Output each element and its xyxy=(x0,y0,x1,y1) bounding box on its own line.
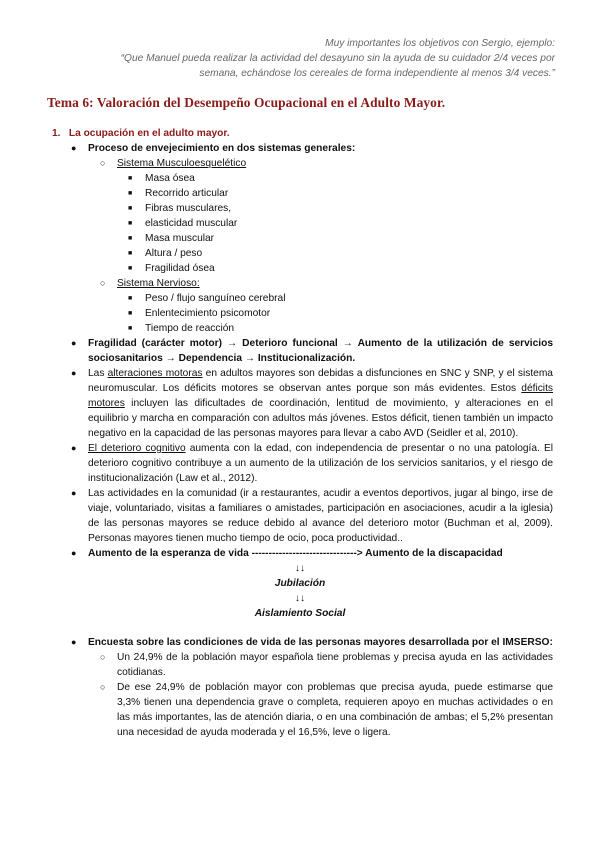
item-text-underlined: El deterioro cognitivo xyxy=(88,443,186,454)
bullet-disc-icon: ● xyxy=(71,488,77,498)
list-item xyxy=(47,635,553,650)
item-text: elasticidad muscular xyxy=(145,218,238,229)
item-text: Tiempo de reacción xyxy=(145,323,235,334)
item-text: De ese 24,9% de población mayor con problemas que precisa ayuda, puede estimarse que 3,3% tienen una dependencia grave o completa, requieren apoyo en muchas actividades o en las más importantes, las de atención diaria, o en una combinación de ambas; el 5,2% presentan una necesidad de ayuda moderada y el 16,5%, leve o ligera. xyxy=(117,682,553,738)
bullet-disc-icon: ● xyxy=(71,637,77,647)
sub-list-item xyxy=(47,231,553,246)
item-text: Las xyxy=(88,368,108,379)
margin-note xyxy=(35,36,555,81)
note-line: Muy importantes los objetivos con Sergio, ejemplo: xyxy=(325,38,555,49)
list-item xyxy=(47,650,553,680)
section-heading xyxy=(52,126,553,141)
item-text: Un 24,9% de la población mayor española tiene problemas y precisa ayuda en las actividades cotidianas. xyxy=(117,652,553,678)
item-text: incluyen las dificultades de coordinación, lentitud de movimiento, y alteraciones en el equilibrio y marcha en comparación con adultos más jóvenes. Estos déficit, tienen también un impacto negativo en la capacidad de las personas mayores para llevar a cabo AVD (Seidler et al, 2010). xyxy=(88,398,553,439)
list-item xyxy=(47,276,553,291)
bullet-disc-icon: ● xyxy=(71,443,77,453)
bullet-circle-icon: ○ xyxy=(100,682,106,692)
jubilacion-label: Jubilación xyxy=(274,578,326,589)
list-item xyxy=(47,366,553,441)
bullet-square-icon: ■ xyxy=(128,250,133,257)
document-body xyxy=(47,126,553,740)
bullet-disc-icon: ● xyxy=(71,548,77,558)
aislamiento-label: Aislamiento Social xyxy=(254,608,346,619)
item-text: Enlentecimiento psicomotor xyxy=(145,308,271,319)
item-text: Sistema Musculoesquelético xyxy=(117,158,247,169)
nervioso-list xyxy=(47,291,553,336)
note-line: “Que Manuel pueda realizar la actividad del desayuno sin la ayuda de su cuidador 2/4 veces por xyxy=(120,53,555,64)
bullet-square-icon: ■ xyxy=(128,325,133,332)
sub-list-item xyxy=(47,201,553,216)
bullet-disc-icon: ● xyxy=(71,143,77,153)
section-label: La ocupación en el adulto mayor. xyxy=(68,128,230,139)
item-text: en adultos mayores son debidas a disfunciones en SNC y SNP, y el sistema neuromuscular. Los déficits motores se observan antes porque son más evidentes. Estos xyxy=(88,368,553,394)
item-text: Las actividades en la comunidad (ir a restaurantes, acudir a eventos deportivos, jugar al bingo, irse de viaje, voluntariado, visitas a familiares o amistades, participación en asociaciones, acudir a la iglesia) de las personas mayores se reduce debido al avance del deterioro motor (Buchman et al, 2009). Personas mayores tienen mucho tiempo de ocio, poca productividad.. xyxy=(88,488,553,544)
item-text: Sistema Nervioso: xyxy=(117,278,200,289)
page-title: Tema 6: Valoración del Desempeño Ocupacional en el Adulto Mayor. xyxy=(47,95,446,110)
arrow-down-icon: ↓↓ xyxy=(294,563,306,574)
item-text: Encuesta sobre las condiciones de vida de las personas mayores desarrollada por el IMSERSO: xyxy=(88,637,553,648)
sub-list-item xyxy=(47,246,553,261)
sub-list-item xyxy=(47,186,553,201)
item-text: Proceso de envejecimiento en dos sistemas generales: xyxy=(88,143,356,154)
sub-list-item xyxy=(47,216,553,231)
bullet-square-icon: ■ xyxy=(128,205,133,212)
arrow-down-icon: ↓↓ xyxy=(294,593,306,604)
item-text: Masa muscular xyxy=(145,233,215,244)
list-item xyxy=(47,156,553,171)
item-text-underlined: alteraciones motoras xyxy=(107,368,203,379)
bullet-square-icon: ■ xyxy=(128,310,133,317)
item-text: Fibras musculares, xyxy=(145,203,232,214)
list-item xyxy=(47,141,553,156)
sub-list-item xyxy=(47,306,553,321)
item-text: Masa ósea xyxy=(145,173,195,184)
bullet-circle-icon: ○ xyxy=(100,278,106,288)
item-text-underlined: déficits motores xyxy=(88,383,553,409)
section-number: 1. xyxy=(52,128,61,139)
item-text: Peso / flujo sanguíneo cerebral xyxy=(145,293,286,304)
bullet-square-icon: ■ xyxy=(128,190,133,197)
bullet-square-icon: ■ xyxy=(128,220,133,227)
sub-list-item xyxy=(47,171,553,186)
bullet-square-icon: ■ xyxy=(128,295,133,302)
item-text: Recorrido articular xyxy=(145,188,229,199)
sub-list-item xyxy=(47,291,553,306)
bullet-square-icon: ■ xyxy=(128,265,133,272)
bullet-circle-icon: ○ xyxy=(100,158,106,168)
bullet-circle-icon: ○ xyxy=(100,652,106,662)
list-item xyxy=(47,336,553,366)
note-line: semana, echándose los cereales de forma independiente al menos 3/4 veces.” xyxy=(199,68,555,79)
musculo-list xyxy=(47,171,553,276)
item-text: aumenta con la edad, con independencia de presentar o no una patología. El deterioro cognitivo contribuye a un aumento de la utilización de los servicios sanitarios, y el riesgo de institucionalización (Law et al., 2012). xyxy=(88,443,554,484)
item-text: Aumento de la esperanza de vida -------------------------------> Aumento de la discapacidad xyxy=(88,548,503,559)
sub-list-item xyxy=(47,321,553,336)
list-item xyxy=(47,546,553,561)
bullet-square-icon: ■ xyxy=(128,235,133,242)
bullet-disc-icon: ● xyxy=(71,368,77,378)
list-item xyxy=(47,680,553,740)
list-item xyxy=(47,441,553,486)
sub-list-item xyxy=(47,261,553,276)
item-text: Altura / peso xyxy=(145,248,203,259)
item-text: Fragilidad (carácter motor) → Deterioro funcional → Aumento de la utilización de servicios sociosanitarios → Dependencia → Institucionalización. xyxy=(88,338,553,364)
list-item xyxy=(47,486,553,546)
bullet-disc-icon: ● xyxy=(71,338,77,348)
bullet-square-icon: ■ xyxy=(128,175,133,182)
item-text: Fragilidad ósea xyxy=(145,263,215,274)
